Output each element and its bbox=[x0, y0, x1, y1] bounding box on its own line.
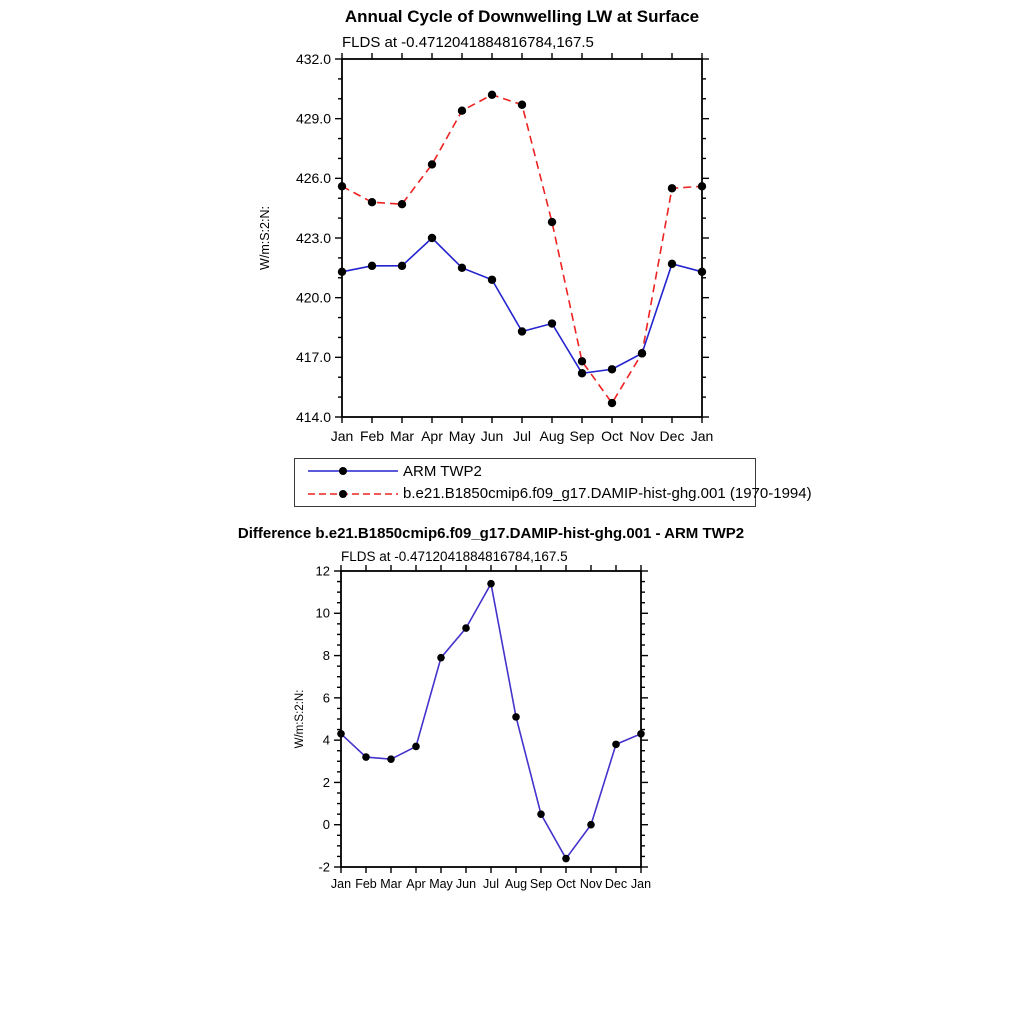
svg-text:Jun: Jun bbox=[480, 428, 504, 444]
chart2-y-axis-label: W/m:S:2:N: bbox=[294, 689, 306, 749]
svg-text:Jan: Jan bbox=[330, 428, 354, 444]
svg-text:Jan: Jan bbox=[630, 877, 652, 891]
svg-text:Nov: Nov bbox=[579, 877, 603, 891]
annual-cycle-chart bbox=[240, 0, 780, 455]
svg-text:Jul: Jul bbox=[513, 428, 531, 444]
legend-dashed-line-icon bbox=[305, 486, 401, 502]
axes bbox=[334, 565, 648, 873]
svg-text:Jan: Jan bbox=[690, 428, 714, 444]
legend-item-model-run bbox=[305, 483, 812, 505]
svg-text:Mar: Mar bbox=[380, 877, 402, 891]
svg-text:Jul: Jul bbox=[483, 877, 499, 891]
svg-text:4: 4 bbox=[322, 732, 330, 748]
legend-label-model-run: b.e21.B1850cmip6.f09_g17.DAMIP-hist-ghg.001 (1970-1994) bbox=[403, 485, 812, 503]
legend-label-arm-twp2: ARM TWP2 bbox=[403, 462, 482, 480]
series-lines bbox=[342, 95, 702, 403]
chart1-plot-area bbox=[296, 51, 713, 444]
svg-text:Dec: Dec bbox=[604, 877, 628, 891]
x-tick-labels bbox=[331, 877, 651, 891]
svg-text:Oct: Oct bbox=[601, 428, 623, 444]
legend-item-arm-twp2 bbox=[305, 460, 751, 482]
svg-text:Dec: Dec bbox=[659, 428, 685, 444]
svg-text:0: 0 bbox=[322, 817, 330, 833]
y-tick-labels bbox=[296, 51, 331, 425]
svg-text:Apr: Apr bbox=[421, 428, 443, 444]
svg-text:Feb: Feb bbox=[359, 428, 385, 444]
svg-text:Jan: Jan bbox=[330, 877, 352, 891]
svg-text:Apr: Apr bbox=[406, 877, 426, 891]
svg-text:423.0: 423.0 bbox=[295, 229, 331, 246]
svg-text:Aug: Aug bbox=[539, 428, 565, 444]
svg-text:Sep: Sep bbox=[569, 428, 595, 444]
series-markers bbox=[337, 580, 645, 862]
svg-text:-2: -2 bbox=[318, 859, 330, 875]
svg-text:432.0: 432.0 bbox=[295, 50, 331, 67]
svg-text:Nov: Nov bbox=[629, 428, 655, 444]
chart2-subtitle: FLDS at -0.4712041884816784,167.5 bbox=[341, 549, 568, 564]
series-lines bbox=[341, 584, 641, 859]
svg-text:10: 10 bbox=[315, 605, 330, 621]
chart1-subtitle: FLDS at -0.4712041884816784,167.5 bbox=[342, 34, 594, 51]
legend-solid-line-icon bbox=[305, 463, 401, 479]
svg-text:Oct: Oct bbox=[556, 877, 576, 891]
chart1-y-axis-label: W/m:S:2:N: bbox=[258, 206, 272, 270]
svg-text:8: 8 bbox=[322, 647, 330, 663]
svg-text:417.0: 417.0 bbox=[295, 349, 331, 366]
chart2-title: Difference b.e21.B1850cmip6.f09_g17.DAMIP-hist-ghg.001 - ARM TWP2 bbox=[237, 525, 745, 542]
y-tick-labels bbox=[316, 563, 330, 874]
difference-chart bbox=[237, 512, 745, 912]
svg-text:414.0: 414.0 bbox=[295, 408, 331, 425]
svg-text:Aug: Aug bbox=[504, 877, 528, 891]
svg-text:Mar: Mar bbox=[389, 428, 415, 444]
svg-text:2: 2 bbox=[322, 774, 330, 790]
legend bbox=[294, 458, 812, 507]
svg-text:429.0: 429.0 bbox=[295, 110, 331, 127]
svg-text:426.0: 426.0 bbox=[295, 170, 331, 187]
svg-text:Feb: Feb bbox=[355, 877, 377, 891]
chart2-plot-area bbox=[316, 563, 652, 891]
svg-text:12: 12 bbox=[315, 563, 330, 579]
series-markers bbox=[338, 91, 706, 408]
svg-text:Sep: Sep bbox=[529, 877, 553, 891]
svg-text:Jun: Jun bbox=[455, 877, 477, 891]
svg-text:May: May bbox=[429, 877, 453, 891]
svg-text:420.0: 420.0 bbox=[295, 289, 331, 306]
chart1-title: Annual Cycle of Downwelling LW at Surface bbox=[344, 7, 700, 26]
svg-text:May: May bbox=[448, 428, 476, 444]
svg-text:6: 6 bbox=[322, 690, 330, 706]
x-tick-labels bbox=[331, 428, 714, 444]
